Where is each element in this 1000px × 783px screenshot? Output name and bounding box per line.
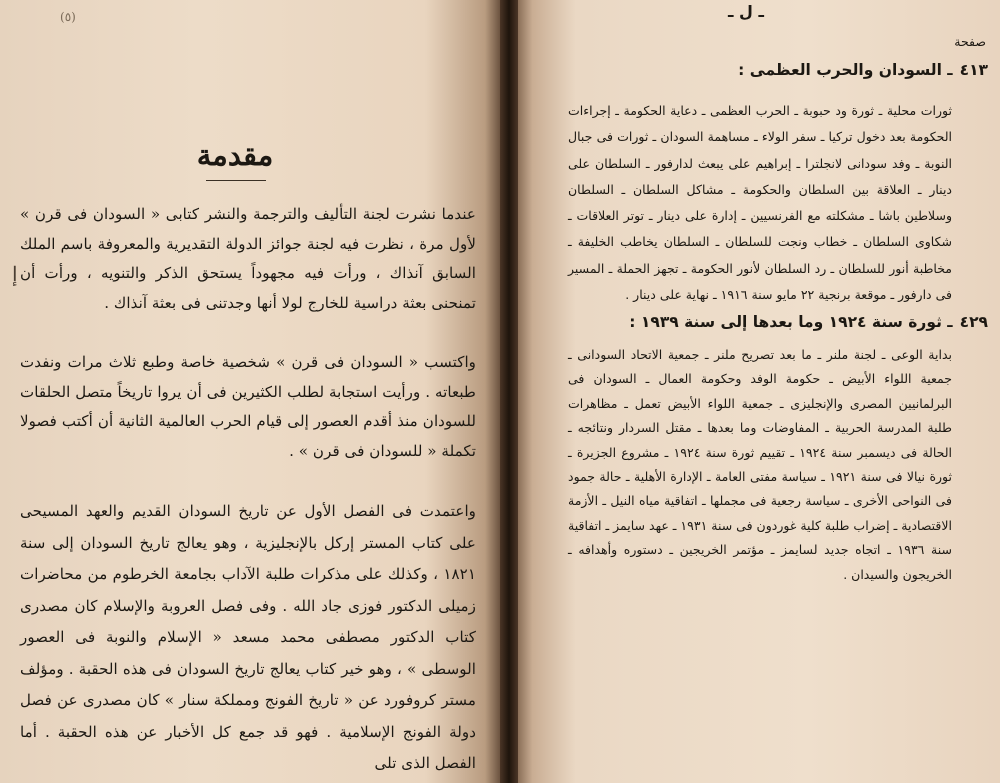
toc-entry-page: ٤٢٩ <box>959 313 988 331</box>
page-column-label: صفحة <box>954 34 986 49</box>
page-number: (٥) <box>60 10 76 24</box>
heading-underline <box>206 180 266 181</box>
intro-paragraph-3: واعتمدت فى الفصل الأول عن تاريخ السودان القديم والعهد المسيحى على كتاب المستر إركل بالإنجليزية ، وهو يعالج تاريخ السودان إلى سنة ١٨٢١ ، وكذلك على مذكرات طلبة الآداب بجامعة الخرطوم من محاضرات زميلى الدكتور فوزى جاد الله . وفى فصل العروبة والإسلام كان مصدرى كتاب الدكتور مصطفى محمد مسعد « الإسلام والنوبة فى العصور الوسطى » ، وهو خير كتاب يعالج تاريخ السودان فى هذه الحقبة . ومؤلف مستر كروفورد عن « تاريخ الفونج ومملكة سنار » كان مصدرى عن فصل دولة الفونج الإسلامية . فهو قد جمع كل الأخبار عن هذه الحقبة . أما الفصل الذى تلى <box>20 502 476 772</box>
page-heading: مقدمة <box>196 138 274 172</box>
toc-entry-topics: ثورات محلية ـ ثورة ود حبوبة ـ الحرب العظمى ـ دعاية الحكومة ـ إجراءات الحكومة بعد دخول تركيا ـ سفر الولاء ـ مساهمة السودان ـ ثورات فى جبال النوبة ـ وفد سودانى لانجلترا ـ إبراهيم على يبعث لدارفور ـ السلطان على دينار ـ العلاقة بين السلطان والحكومة ـ مشاكل السلطان ـ السلطان وسلاطين باشا ـ مشكلته مع الفرنسيين ـ إدارة على دينار ـ توتر العلاقات ـ شكاوى السلطان ـ خطاب ونجت للسلطان ـ السلطان يخاطب الخليفة ـ مخاطبة أنور للسلطان ـ رد السلطان لأنور الحكومة ـ تجهز الحملة ـ المسير فى دارفور ـ موقعة برنجية ٢٢ مايو سنة ١٩١٦ ـ نهاية على دينار . <box>568 103 952 303</box>
toc-entry-page: ٤١٣ <box>959 61 988 79</box>
toc-entry-heading: ـ ثورة سنة ١٩٢٤ وما بعدها إلى سنة ١٩٣٩ : <box>629 313 953 331</box>
margin-annotation: إ <box>12 262 18 286</box>
right-page <box>518 0 1000 783</box>
section-header-letter: ـ ل ـ <box>728 2 764 21</box>
toc-entry-title <box>538 313 988 331</box>
toc-entry-topics: بداية الوعى ـ لجنة ملنر ـ ما بعد تصريح ملنر ـ جمعية الاتحاد السودانى ـ جمعية اللواء الأبيض ـ حكومة الوفد وحكومة العمال ـ السودان فى البرلمانيين المصرى والإنجليزى ـ جمعية اللواء الأبيض تعمل ـ مظاهرات طلبة المدرسة الحربية ـ المفاوضات وما بعدها ـ مقتل السردار ونتائجه ـ الحالة فى ديسمبر سنة ١٩٢٤ ـ تقييم ثورة سنة ١٩٢٤ ـ مشروع الجزيرة ـ ثورة نيالا فى سنة ١٩٢١ ـ سياسة مفتى العامة ـ الإدارة الأهلية ـ حالة جمود فى النواحى الأخرى ـ سياسة رجعية فى مجملها ـ اتفاقية مياه النيل ـ الأزمة الاقتصادية ـ إضراب طلبة كلية غوردون فى سنة ١٩٣١ ـ عهد سايمز ـ اتفاقية سنة ١٩٣٦ ـ اتجاه جديد لسايمز ـ مؤتمر الخريجين ـ دستوره وأهدافه ـ الخريجون والسيدان . <box>568 347 953 582</box>
toc-entry-heading: ـ السودان والحرب العظمى : <box>738 61 953 79</box>
toc-entry-title <box>538 61 988 79</box>
intro-paragraph-1: عندما نشرت لجنة التأليف والترجمة والنشر كتابى « السودان فى قرن » لأول مرة ، نظرت فيه لجنة جوائز الدولة التقديرية والمعروفة باسم الملك السابق آنذاك ، ورأت فيه مجهوداً يستحق الذكر والتنويه ، ورأت أن تمنحنى بعثة دراسية للخارج لولا أنها وجدتنى فى بعثة آنذاك . <box>20 205 476 312</box>
book-gutter <box>500 0 518 783</box>
intro-paragraph-2: واكتسب « السودان فى قرن » شخصية خاصة وطبع ثلاث مرات ونفدت طبعاته . ورأيت استجابة لطلب الكثيرين فى أن يروا تاريخاً متصل الحلقات للسودان منذ أقدم العصور إلى قيام الحرب العالمية الثانية أن أكتب فصولا تكملة « للسودان فى قرن » . <box>20 353 476 460</box>
